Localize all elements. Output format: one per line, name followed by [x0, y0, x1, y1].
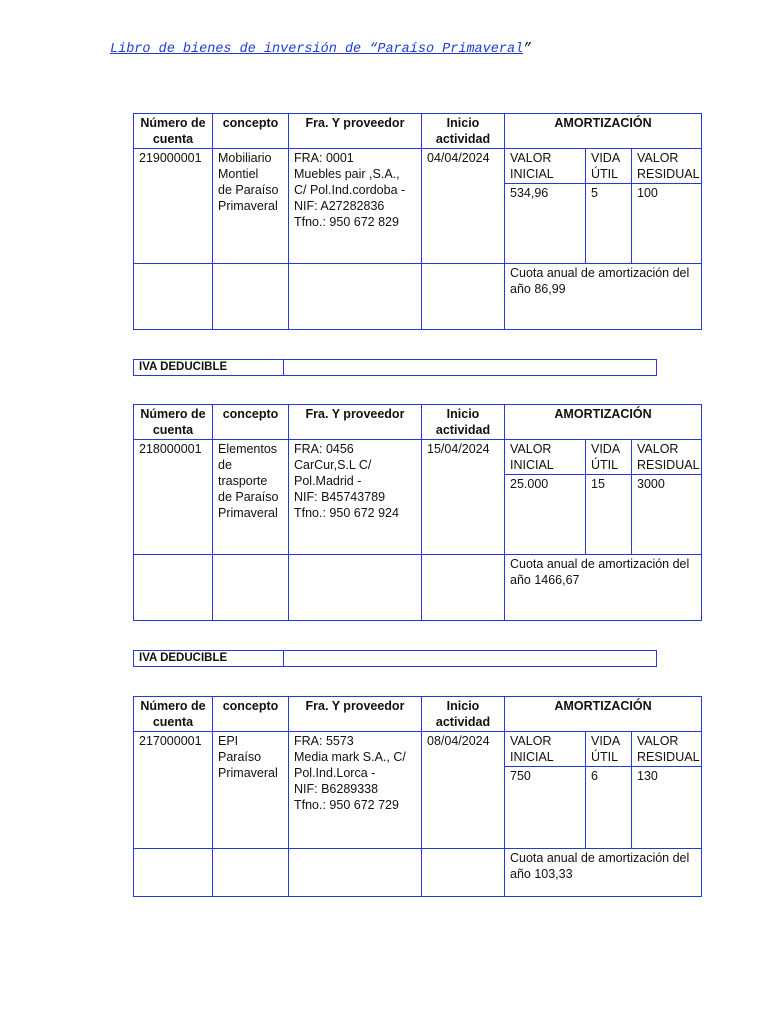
header-cuenta: Número de cuenta: [134, 697, 213, 732]
cell-cuenta: 219000001: [134, 149, 213, 264]
cell-fra-proveedor: FRA: 0001 Muebles pair ,S.A., C/ Pol.Ind.cordoba - NIF: A27282836 Tfno.: 950 672 829: [289, 149, 422, 264]
header-fra-proveedor: Fra. Y proveedor: [289, 697, 422, 732]
header-amortizacion: AMORTIZACIÓN: [505, 697, 702, 732]
header-inicio-actividad: Inicio actividad: [422, 114, 505, 149]
title-closing-quote: ”: [523, 42, 532, 57]
cell-cuota-anual: Cuota anual de amortización del año 103,33: [505, 849, 702, 897]
header-fra-proveedor: Fra. Y proveedor: [289, 114, 422, 149]
iva-value-field[interactable]: [284, 360, 657, 376]
empty-cell: [213, 555, 289, 621]
subheader-valor-inicial: VALOR INICIAL: [505, 149, 586, 184]
empty-cell: [289, 849, 422, 897]
header-amortizacion: AMORTIZACIÓN: [505, 405, 702, 440]
iva-label: IVA DEDUCIBLE: [134, 651, 284, 667]
cell-vida-util: 6: [586, 767, 632, 849]
header-cuenta: Número de cuenta: [134, 114, 213, 149]
empty-cell: [134, 849, 213, 897]
header-concepto: concepto: [213, 405, 289, 440]
cell-valor-inicial: 750: [505, 767, 586, 849]
title-link[interactable]: Libro de bienes de inversión de “Paraíso Primaveral: [110, 42, 524, 57]
cell-valor-residual: 3000: [632, 475, 702, 555]
cell-cuenta: 218000001: [134, 440, 213, 555]
empty-cell: [134, 555, 213, 621]
subheader-vida-util: VIDA ÚTIL: [586, 732, 632, 767]
empty-cell: [422, 555, 505, 621]
header-concepto: concepto: [213, 697, 289, 732]
cell-inicio-actividad: 04/04/2024: [422, 149, 505, 264]
cell-valor-residual: 100: [632, 184, 702, 264]
asset-table-1: [133, 113, 702, 330]
iva-deducible-row-2: [133, 650, 657, 667]
cell-valor-inicial: 25.000: [505, 475, 586, 555]
cell-vida-util: 5: [586, 184, 632, 264]
iva-label: IVA DEDUCIBLE: [134, 360, 284, 376]
subheader-valor-inicial: VALOR INICIAL: [505, 440, 586, 475]
header-concepto: concepto: [213, 114, 289, 149]
empty-cell: [213, 849, 289, 897]
asset-table-2: [133, 404, 702, 621]
empty-cell: [289, 264, 422, 330]
cell-inicio-actividad: 15/04/2024: [422, 440, 505, 555]
cell-inicio-actividad: 08/04/2024: [422, 732, 505, 849]
cell-fra-proveedor: FRA: 0456 CarCur,S.L C/ Pol.Madrid - NIF: B45743789 Tfno.: 950 672 924: [289, 440, 422, 555]
cell-cuota-anual: Cuota anual de amortización del año 1466,67: [505, 555, 702, 621]
header-fra-proveedor: Fra. Y proveedor: [289, 405, 422, 440]
cell-cuenta: 217000001: [134, 732, 213, 849]
subheader-valor-inicial: VALOR INICIAL: [505, 732, 586, 767]
cell-concepto: Mobiliario Montiel de Paraíso Primaveral: [213, 149, 289, 264]
header-amortizacion: AMORTIZACIÓN: [505, 114, 702, 149]
subheader-vida-util: VIDA ÚTIL: [586, 440, 632, 475]
cell-vida-util: 15: [586, 475, 632, 555]
subheader-valor-residual: VALOR RESIDUAL: [632, 149, 702, 184]
empty-cell: [422, 849, 505, 897]
page-title: [110, 42, 531, 57]
empty-cell: [213, 264, 289, 330]
header-inicio-actividad: Inicio actividad: [422, 697, 505, 732]
cell-valor-inicial: 534,96: [505, 184, 586, 264]
cell-concepto: Elementos de trasporte de Paraíso Primaveral: [213, 440, 289, 555]
cell-valor-residual: 130: [632, 767, 702, 849]
asset-table-3: [133, 696, 702, 897]
cell-cuota-anual: Cuota anual de amortización del año 86,99: [505, 264, 702, 330]
cell-fra-proveedor: FRA: 5573 Media mark S.A., C/ Pol.Ind.Lorca - NIF: B6289338 Tfno.: 950 672 729: [289, 732, 422, 849]
subheader-valor-residual: VALOR RESIDUAL: [632, 732, 702, 767]
cell-concepto: EPI Paraíso Primaveral: [213, 732, 289, 849]
subheader-vida-util: VIDA ÚTIL: [586, 149, 632, 184]
empty-cell: [422, 264, 505, 330]
iva-deducible-row-1: [133, 359, 657, 376]
subheader-valor-residual: VALOR RESIDUAL: [632, 440, 702, 475]
empty-cell: [289, 555, 422, 621]
header-cuenta: Número de cuenta: [134, 405, 213, 440]
header-inicio-actividad: Inicio actividad: [422, 405, 505, 440]
empty-cell: [134, 264, 213, 330]
iva-value-field[interactable]: [284, 651, 657, 667]
